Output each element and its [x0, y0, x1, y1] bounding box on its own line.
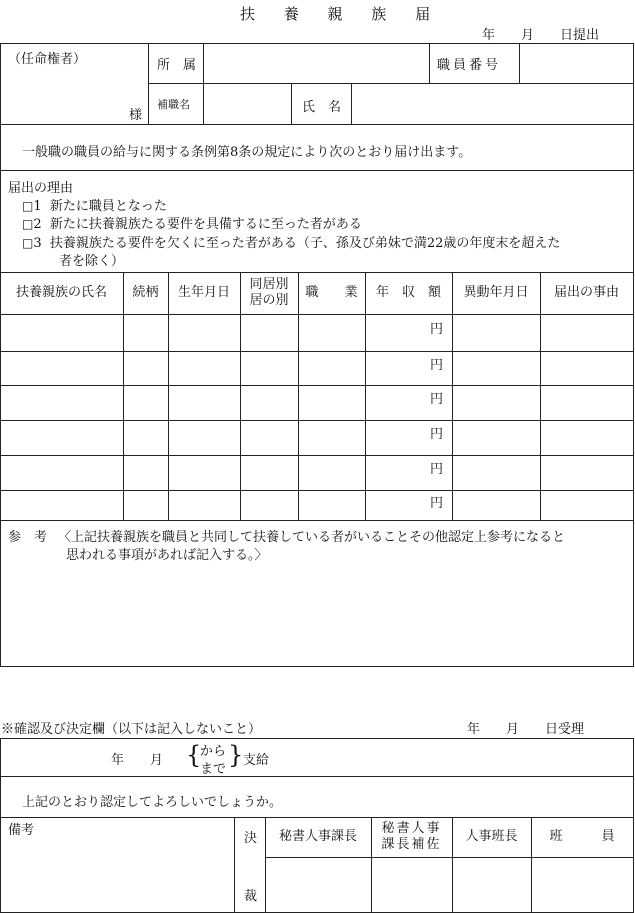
checkbox-icon[interactable]: □	[22, 199, 34, 213]
declaration-text: 一般職の職員の給与に関する条例第8条の規定により次のとおり届け出ます。	[22, 145, 472, 160]
income-unit: 円	[430, 427, 444, 442]
income-unit: 円	[430, 358, 444, 373]
header-birth-date: 生年月日	[177, 285, 230, 300]
approver-team-member: 班 員	[549, 829, 615, 844]
appointer-label: （任命権者）	[8, 52, 87, 67]
notes-label: 備考	[8, 823, 35, 838]
header-annual-income: 年 収 額	[375, 285, 441, 300]
name-label: 氏 名	[302, 100, 342, 115]
submit-date: 年 月 日提出	[482, 28, 600, 43]
remarks-label: 参 考	[8, 530, 48, 545]
form-title: 扶 養 親 族 届	[240, 5, 443, 23]
from-label: から	[200, 744, 227, 759]
decision-label-top: 決	[244, 831, 258, 846]
remarks-instruction-1: 〈上記扶養親族を職員と共同して扶養している者がいることその他認定上参考になると	[58, 530, 566, 545]
approver-deputy-chief: 秘書人事 課長補佐	[381, 821, 442, 852]
reason-option-1[interactable]: □1 新たに職員となった	[22, 199, 167, 214]
received-date: 年 月 日受理	[467, 722, 585, 737]
checkbox-icon[interactable]: □	[22, 236, 34, 250]
subsidiary-field[interactable]	[204, 84, 290, 123]
employee-no-field[interactable]	[520, 44, 632, 82]
affiliation-label: 所 属	[157, 58, 197, 73]
income-unit: 円	[430, 462, 444, 477]
income-unit: 円	[430, 496, 444, 511]
header-dependent-name: 扶養親族の氏名	[15, 285, 107, 300]
affiliation-field[interactable]	[204, 44, 428, 82]
confirmation-heading: ※確認及び決定欄（以下は記入しないこと）	[1, 722, 262, 737]
income-unit: 円	[430, 392, 444, 407]
approver-secretary-hr-chief: 秘書人事課長	[278, 829, 357, 844]
approval-request-text: 上記のとおり認定してよろしいでしょうか。	[22, 795, 283, 810]
right-brace: }	[228, 741, 244, 769]
seal-box-deputy-chief[interactable]	[372, 858, 451, 911]
left-brace: {	[186, 741, 202, 769]
reason-option-3[interactable]: □3 扶養親族たる要件を欠くに至った者がある（子、孫及び弟妹で満22歳の年度末を超えた	[22, 236, 561, 251]
remarks-field[interactable]	[1, 562, 632, 665]
until-label: まで	[200, 762, 227, 777]
approver-hr-team-leader: 人事班長	[465, 829, 518, 844]
header-notification-reason: 届出の事由	[553, 285, 619, 300]
header-occupation: 職 業	[305, 285, 358, 300]
name-field[interactable]	[352, 84, 632, 123]
reason-heading: 届出の理由	[8, 181, 74, 196]
pay-label: 支給	[243, 753, 270, 768]
employee-no-label: 職員番号	[437, 58, 502, 73]
seal-box-team-member[interactable]	[532, 858, 632, 911]
header-relationship: 続柄	[132, 285, 159, 300]
checkbox-icon[interactable]: □	[22, 217, 34, 231]
subsidiary-label: 補職名	[157, 98, 190, 111]
reason-option-3-continued: 者を除く）	[59, 254, 125, 269]
decision-label-bottom: 裁	[244, 889, 258, 904]
header-cohabitation: 同居別 居の別	[249, 277, 289, 308]
sama-label: 様	[129, 108, 143, 123]
seal-box-hr-team-leader[interactable]	[453, 858, 530, 911]
header-change-date: 異動年月日	[463, 285, 529, 300]
notes-field[interactable]	[1, 836, 233, 911]
remarks-instruction-2: 思われる事項があれば記入する。〉	[66, 548, 268, 563]
income-unit: 円	[430, 322, 444, 337]
seal-box-secretary-hr-chief[interactable]	[266, 858, 370, 911]
pay-year-month: 年 月	[111, 753, 164, 768]
reason-option-2[interactable]: □2 新たに扶養親族たる要件を具備するに至った者がある	[22, 217, 362, 232]
